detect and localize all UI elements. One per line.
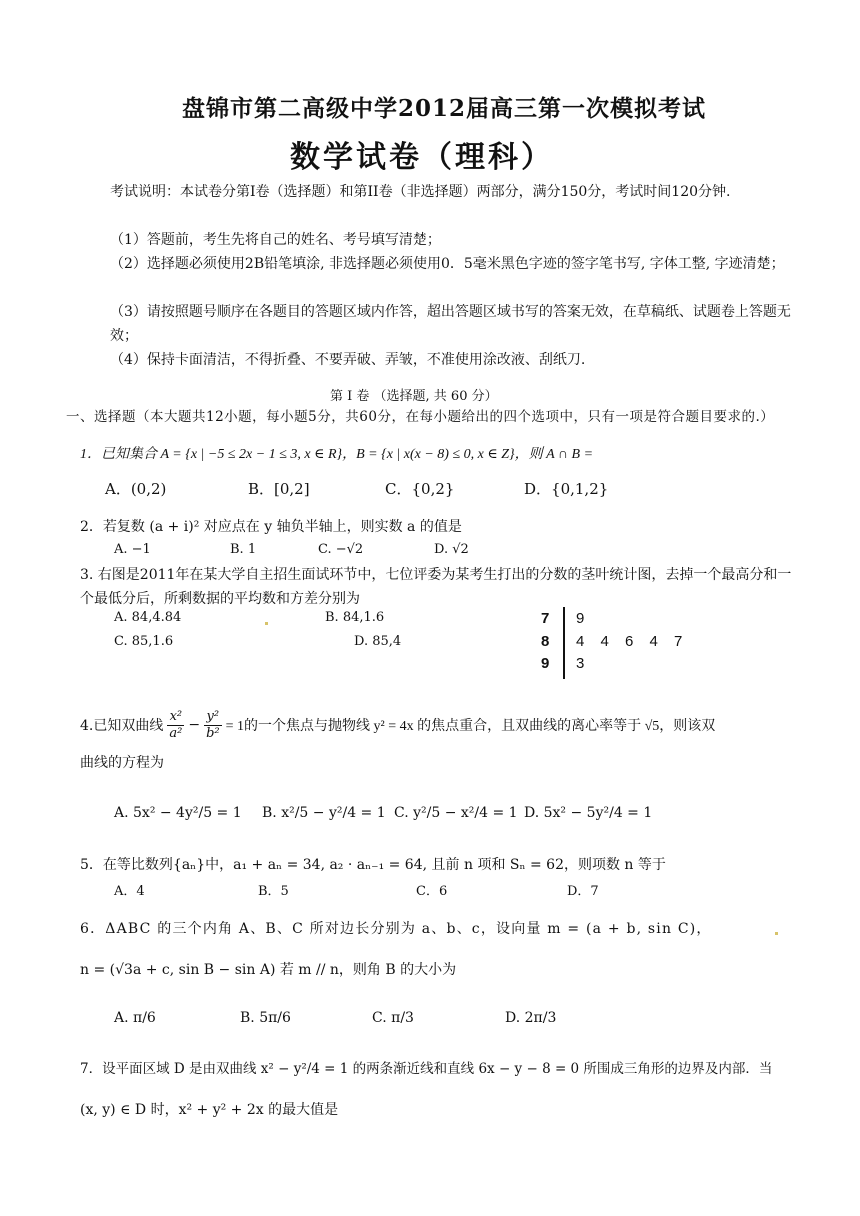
question-5-option-d: D．7 — [567, 884, 599, 899]
question-4-minus: − — [188, 717, 201, 733]
question-5-option-b: B．5 — [258, 884, 289, 899]
instructions-intro: 考试说明：本试卷分第I卷（选择题）和第II卷（非选择题）两部分，满分150分，考试时间120分钟. — [110, 184, 731, 200]
exam-subtitle: 数学试卷（理科） — [290, 140, 554, 175]
leaves-7: 9 — [576, 610, 591, 627]
fraction-denominator: a² — [169, 725, 183, 741]
question-5-stem: 5．在等比数列{aₙ}中，a₁ + aₙ = 34, a₂ · aₙ₋₁ = 64, 且前 n 项和 Sₙ = 62，则项数 n 等于 — [80, 857, 666, 873]
question-6-option-c: C. π/3 — [372, 1010, 414, 1026]
stem-leaf-divider — [563, 607, 565, 679]
section-heading: 一、选择题（本大题共12小题，每小题5分，共60分，在每小题给出的四个选项中，只有一项是符合题目要求的.） — [66, 409, 775, 425]
question-4-text-c: 曲线的方程为 — [80, 755, 164, 771]
question-7-stem-b: (x, y) ∈ D 时，x² + y² + 2x 的最大值是 — [80, 1102, 339, 1118]
question-3-stem: 3. 右图是2011年在某大学自主招生面试环节中，七位评委为某考生打出的分数的茎叶统计图，去掉一个最高分和一个最低分后，所剩数据的平均数和方差分别为 — [80, 567, 792, 607]
stem-7: 7 — [541, 610, 550, 627]
instruction-item-3: （3）请按照题号顺序在各题目的答题区域内作答，超出答题区域书写的答案无效，在草稿纸、试题卷上答题无效； — [110, 304, 791, 344]
question-1-option-a: A．(0,2) — [105, 480, 167, 498]
stem-8: 8 — [541, 633, 550, 650]
section-title: 第 I 卷 （选择题, 共 60 分） — [330, 389, 498, 404]
question-2-option-d: D. √2 — [434, 542, 469, 557]
question-2-option-c: C. −√2 — [318, 542, 364, 557]
question-3-option-d: D. 85,4 — [354, 634, 402, 649]
question-4-fraction-2 — [204, 709, 222, 742]
question-1-option-d: D．{0,1,2} — [524, 480, 609, 498]
instruction-item-1: （1）答题前，考生先将自己的姓名、考号填写清楚； — [110, 232, 441, 248]
question-6-stem-b: n = (√3a + c, sin B − sin A) 若 m // n，则角 B 的大小为 — [80, 962, 457, 978]
question-4-text-a: 4.已知双曲线 — [80, 718, 164, 734]
question-4-option-c: C. y²/5 − x²/4 = 1 — [394, 805, 518, 821]
fraction-numerator: x² — [169, 708, 183, 724]
fraction-numerator: y² — [206, 708, 220, 724]
question-2-option-b: B. 1 — [230, 542, 257, 557]
question-4-option-b: B. x²/5 − y²/4 = 1 — [262, 805, 386, 821]
scan-speck — [265, 622, 268, 625]
question-6-option-a: A. π/6 — [114, 1010, 156, 1026]
question-4-option-d: D. 5x² − 5y²/4 = 1 — [524, 805, 653, 821]
scan-speck — [775, 932, 778, 935]
question-2-text: 2．若复数 (a + i)² 对应点在 y 轴负半轴上，则实数 a 的值是 — [80, 519, 462, 535]
question-1-option-c: C．{0,2} — [385, 480, 455, 498]
stem-9: 9 — [541, 655, 550, 672]
instruction-item-4: （4）保持卡面清洁，不得折叠、不要弄破、弄皱，不准使用涂改液、刮纸刀. — [110, 352, 586, 368]
question-3-option-a: A. 84,4.84 — [114, 610, 182, 625]
question-5-option-c: C．6 — [416, 884, 448, 899]
instruction-item-2: （2）选择题必须使用2B铅笔填涂, 非选择题必须使用0．5毫米黑色字迹的签字笔书写, 字体工整, 字迹清楚； — [110, 256, 785, 272]
question-4-text-b: = 1的一个焦点与抛物线 y² = 4x 的焦点重合，且双曲线的离心率等于 √5，则该双 — [225, 719, 716, 734]
question-5-option-a: A．4 — [114, 884, 145, 899]
question-1-text: 1．已知集合 A = {x | −5 ≤ 2x − 1 ≤ 3, x ∈ R}，B = {x | x(x − 8) ≤ 0, x ∈ Z}，则 A ∩ B = — [80, 447, 594, 462]
question-1-stem — [80, 442, 800, 467]
question-3-option-b: B. 84,1.6 — [325, 610, 385, 625]
question-2-stem — [80, 515, 800, 539]
question-4-fraction-1 — [167, 709, 184, 742]
question-6-option-b: B. 5π/6 — [240, 1010, 291, 1026]
leaves-8: 4 4 6 4 7 — [576, 633, 689, 650]
question-1-option-b: B．[0,2] — [248, 480, 310, 498]
question-6-option-d: D. 2π/3 — [505, 1010, 557, 1026]
question-7-stem-a: 7．设平面区域 D 是由双曲线 x² − y²/4 = 1 的两条渐近线和直线 6x − y − 8 = 0 所围成三角形的边界及内部．当 — [80, 1061, 773, 1077]
leaves-9: 3 — [576, 655, 591, 672]
exam-title: 盘锦市第二高级中学2012届高三第一次模拟考试 — [182, 95, 707, 122]
question-4-option-a: A. 5x² − 4y²/5 = 1 — [114, 805, 242, 821]
question-2-option-a: A. −1 — [114, 542, 151, 557]
question-4-stem — [80, 700, 715, 750]
fraction-denominator: b² — [206, 725, 220, 741]
question-3-option-c: C. 85,1.6 — [114, 634, 174, 649]
question-6-stem-a: 6．ΔABC 的三个内角 A、B、C 所对边长分别为 a、b、c，设向量 m = (a + b, sin C)， — [80, 921, 712, 937]
